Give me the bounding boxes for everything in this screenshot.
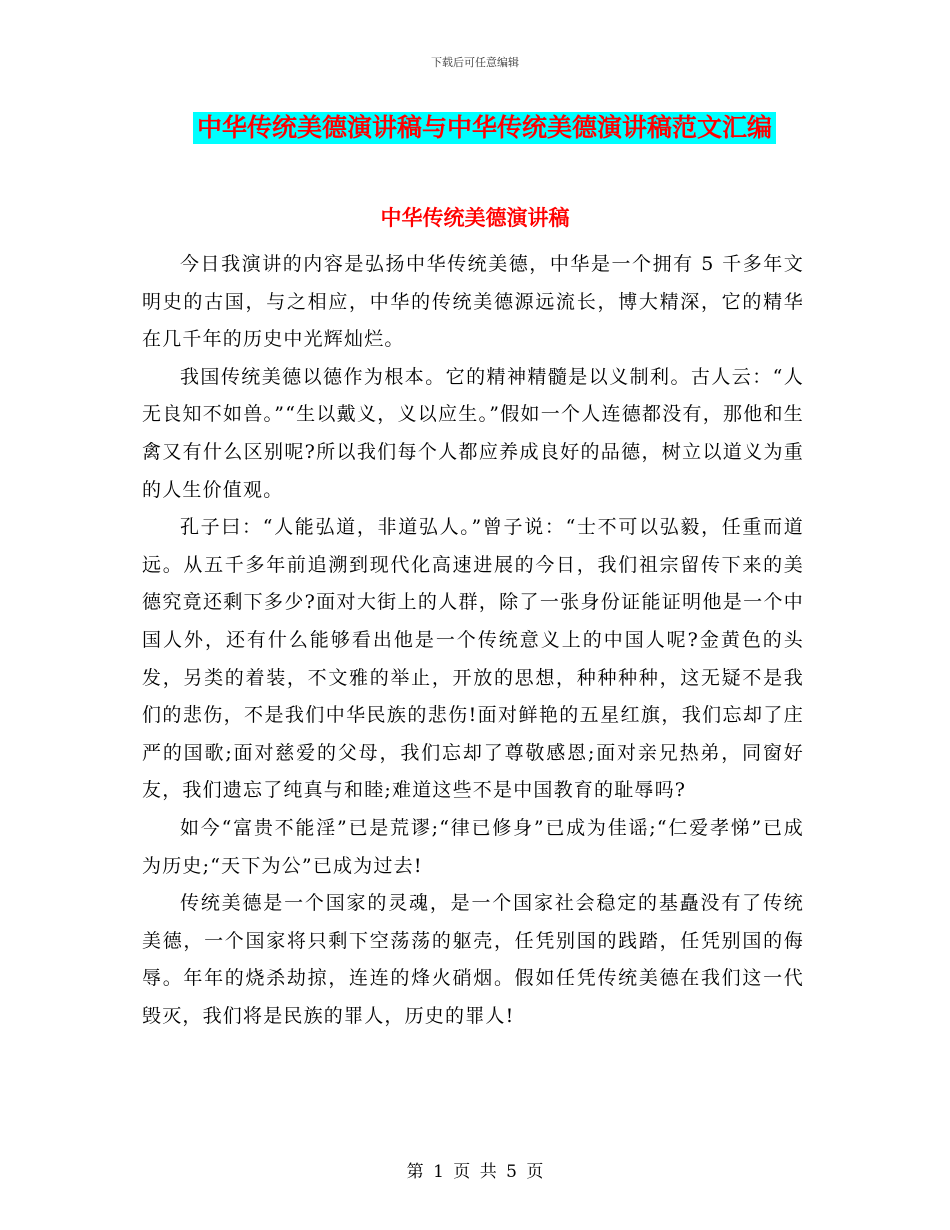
paragraph: 孔子曰：“人能弘道，非道弘人。”曾子说：“士不可以弘毅，任重而道远。从五千多年前追溯到现代化高速进展的今日，我们祖宗留传下来的美德究竟还剩下多少?面对大街上的人群，除了一张身份证能证明他是一个中国人外，还有什么能够看出他是一个传统意义上的中国人呢?金黄色的头发，另类的着装，不文雅的举止，开放的思想，种种种种，这无疑不是我们的悲伤，不是我们中华民族的悲伤!面对鲜艳的五星红旗，我们忘却了庄严的国歌;面对慈爱的父母，我们忘却了尊敬感恩;面对亲兄热弟，同窗好友，我们遗忘了纯真与和睦;难道这些不是中国教育的耻辱吗? [142, 516, 804, 802]
document-body [142, 246, 804, 1035]
paragraph: 今日我演讲的内容是弘扬中华传统美德，中华是一个拥有 5 千多年文明史的古国，与之相应，中华的传统美德源远流长，博大精深，它的精华在几千年的历史中光辉灿烂。 [142, 253, 804, 351]
paragraph: 如今“富贵不能淫”已是荒谬;“律已修身”已成为佳谣;“仁爱孝悌”已成为历史;“天下为公”已成为过去! [142, 816, 804, 877]
paragraph: 传统美德是一个国家的灵魂，是一个国家社会稳定的基矗没有了传统美德，一个国家将只剩下空荡荡的躯壳，任凭别国的践踏，任凭别国的侮辱。年年的烧杀劫掠，连连的烽火硝烟。假如任凭传统美德在我们这一代毁灭，我们将是民族的罪人，历史的罪人! [142, 892, 804, 1027]
paragraph: 我国传统美德以德作为根本。它的精神精髓是以义制利。古人云：“人无良知不如兽。”“生以戴义，义以应生。”假如一个人连德都没有，那他和生禽又有什么区别呢?所以我们每个人都应养成良好的品德，树立以道义为重的人生价值观。 [142, 365, 804, 501]
page-footer: 第 1 页 共 5 页 [406, 1162, 544, 1182]
page-header-note: 下载后可任意编辑 [431, 56, 519, 69]
document-title: 中华传统美德演讲稿与中华传统美德演讲稿范文汇编 [193, 112, 776, 144]
section-title: 中华传统美德演讲稿 [380, 206, 570, 230]
